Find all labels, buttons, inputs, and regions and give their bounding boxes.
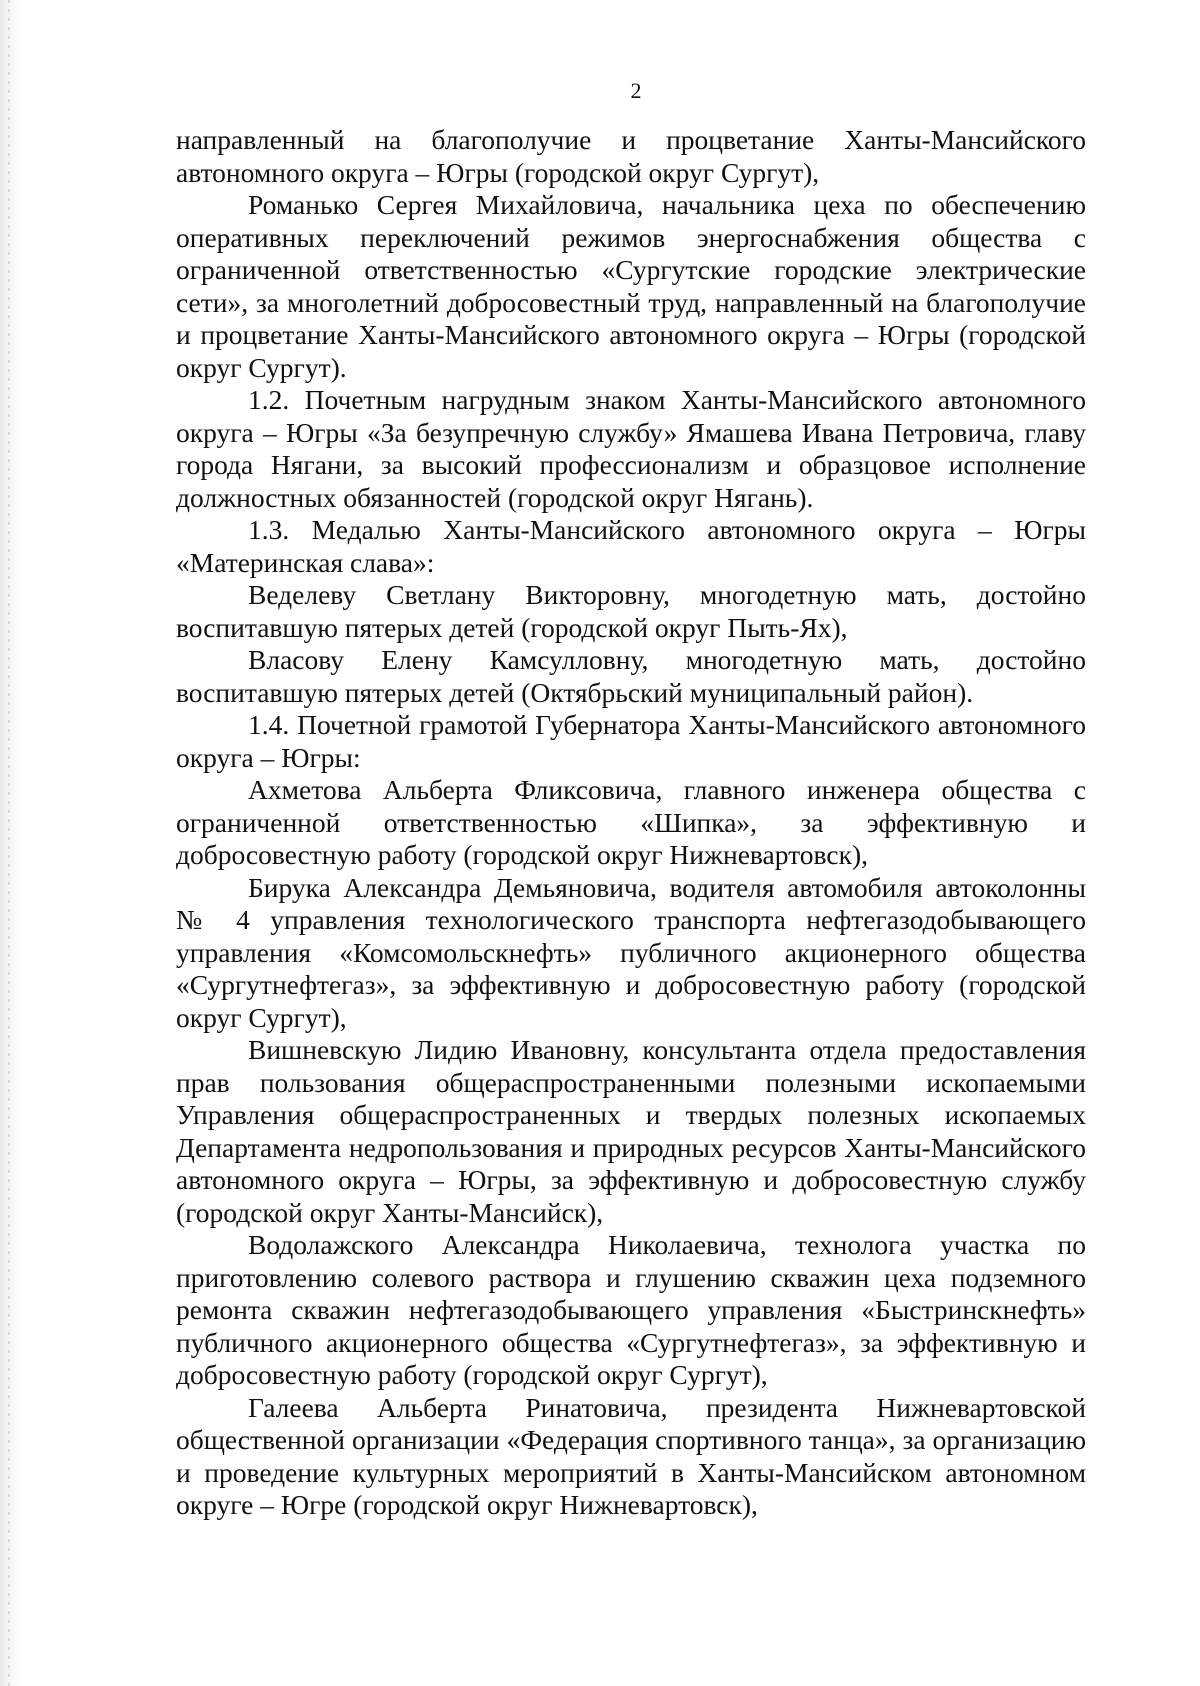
document-page	[176, 78, 1086, 1522]
paragraph: 1.2. Почетным нагрудным знаком Ханты-Мансийского автономного округа – Югры «За безупречную службу» Ямашева Ивана Петровича, главу города Нягани, за высокий профессионализм и образцовое исполнение должностных обязанностей (городской округ Нягань).	[176, 384, 1086, 513]
paragraph: 1.3. Медалью Ханты-Мансийского автономного округа – Югры «Материнская слава»:	[176, 514, 1086, 578]
paragraph: Бирука Александра Демьяновича, водителя автомобиля автоколонны № 4 управления технологического транспорта нефтегазодобывающего управления «Комсомольскнефть» публичного акционерного общества «Сургутнефтегаз», за эффективную и добросовестную работу (городской округ Сургут),	[176, 871, 1086, 1033]
page-number: 2	[630, 78, 642, 103]
paragraph: Галеева Альберта Ринатовича, президента Нижневартовской общественной организации «Федерация спортивного танца», за организацию и проведение культурных мероприятий в Ханты-Мансийском автономном округе – Югре (городской округ Нижневартовск),	[176, 1391, 1086, 1520]
paragraph: Водолажского Александра Николаевича, технолога участка по приготовлению солевого раствора и глушению скважин цеха подземного ремонта скважин нефтегазодобывающего управления «Быстринскнефть» публичного акционерного общества «Сургутнефтегаз», за эффективную и добросовестную работу (городской округ Сургут),	[176, 1229, 1086, 1390]
paragraph: Романько Сергея Михайловича, начальника цеха по обеспечению оперативных переключений режимов энергоснабжения общества с ограниченной ответственностью «Сургутские городские электрические сети», за многолетний добросовестный труд, направленный на благополучие и процветание Ханты-Мансийского автономного округа – Югры (городской округ Сургут).	[176, 189, 1086, 383]
scan-edge	[0, 0, 22, 1686]
paragraph: Вишневскую Лидию Ивановну, консультанта отдела предоставления прав пользования общераспространенными полезными ископаемыми Управления общераспространенных и твердых полезных ископаемых Департамента недропользования и природных ресурсов Ханты-Мансийского автономного округа – Югры, за эффективную и добросовестную службу (городской округ Ханты-Мансийск),	[176, 1034, 1086, 1228]
paragraph: 1.4. Почетной грамотой Губернатора Ханты-Мансийского автономного округа – Югры:	[176, 709, 1086, 773]
paragraph: направленный на благополучие и процветание Ханты-Мансийского автономного округа – Югры (городской округ Сургут),	[176, 124, 1086, 188]
paragraph: Ахметова Альберта Фликсовича, главного инженера общества с ограниченной ответственностью «Шипка», за эффективную и добросовестную работу (городской округ Нижневартовск),	[176, 774, 1086, 870]
paragraph: Веделеву Светлану Викторовну, многодетную мать, достойно воспитавшую пятерых детей (городской округ Пыть-Ях),	[176, 579, 1086, 643]
paragraph: Власову Елену Камсулловну, многодетную мать, достойно воспитавшую пятерых детей (Октябрьский муниципальный район).	[176, 644, 1086, 708]
